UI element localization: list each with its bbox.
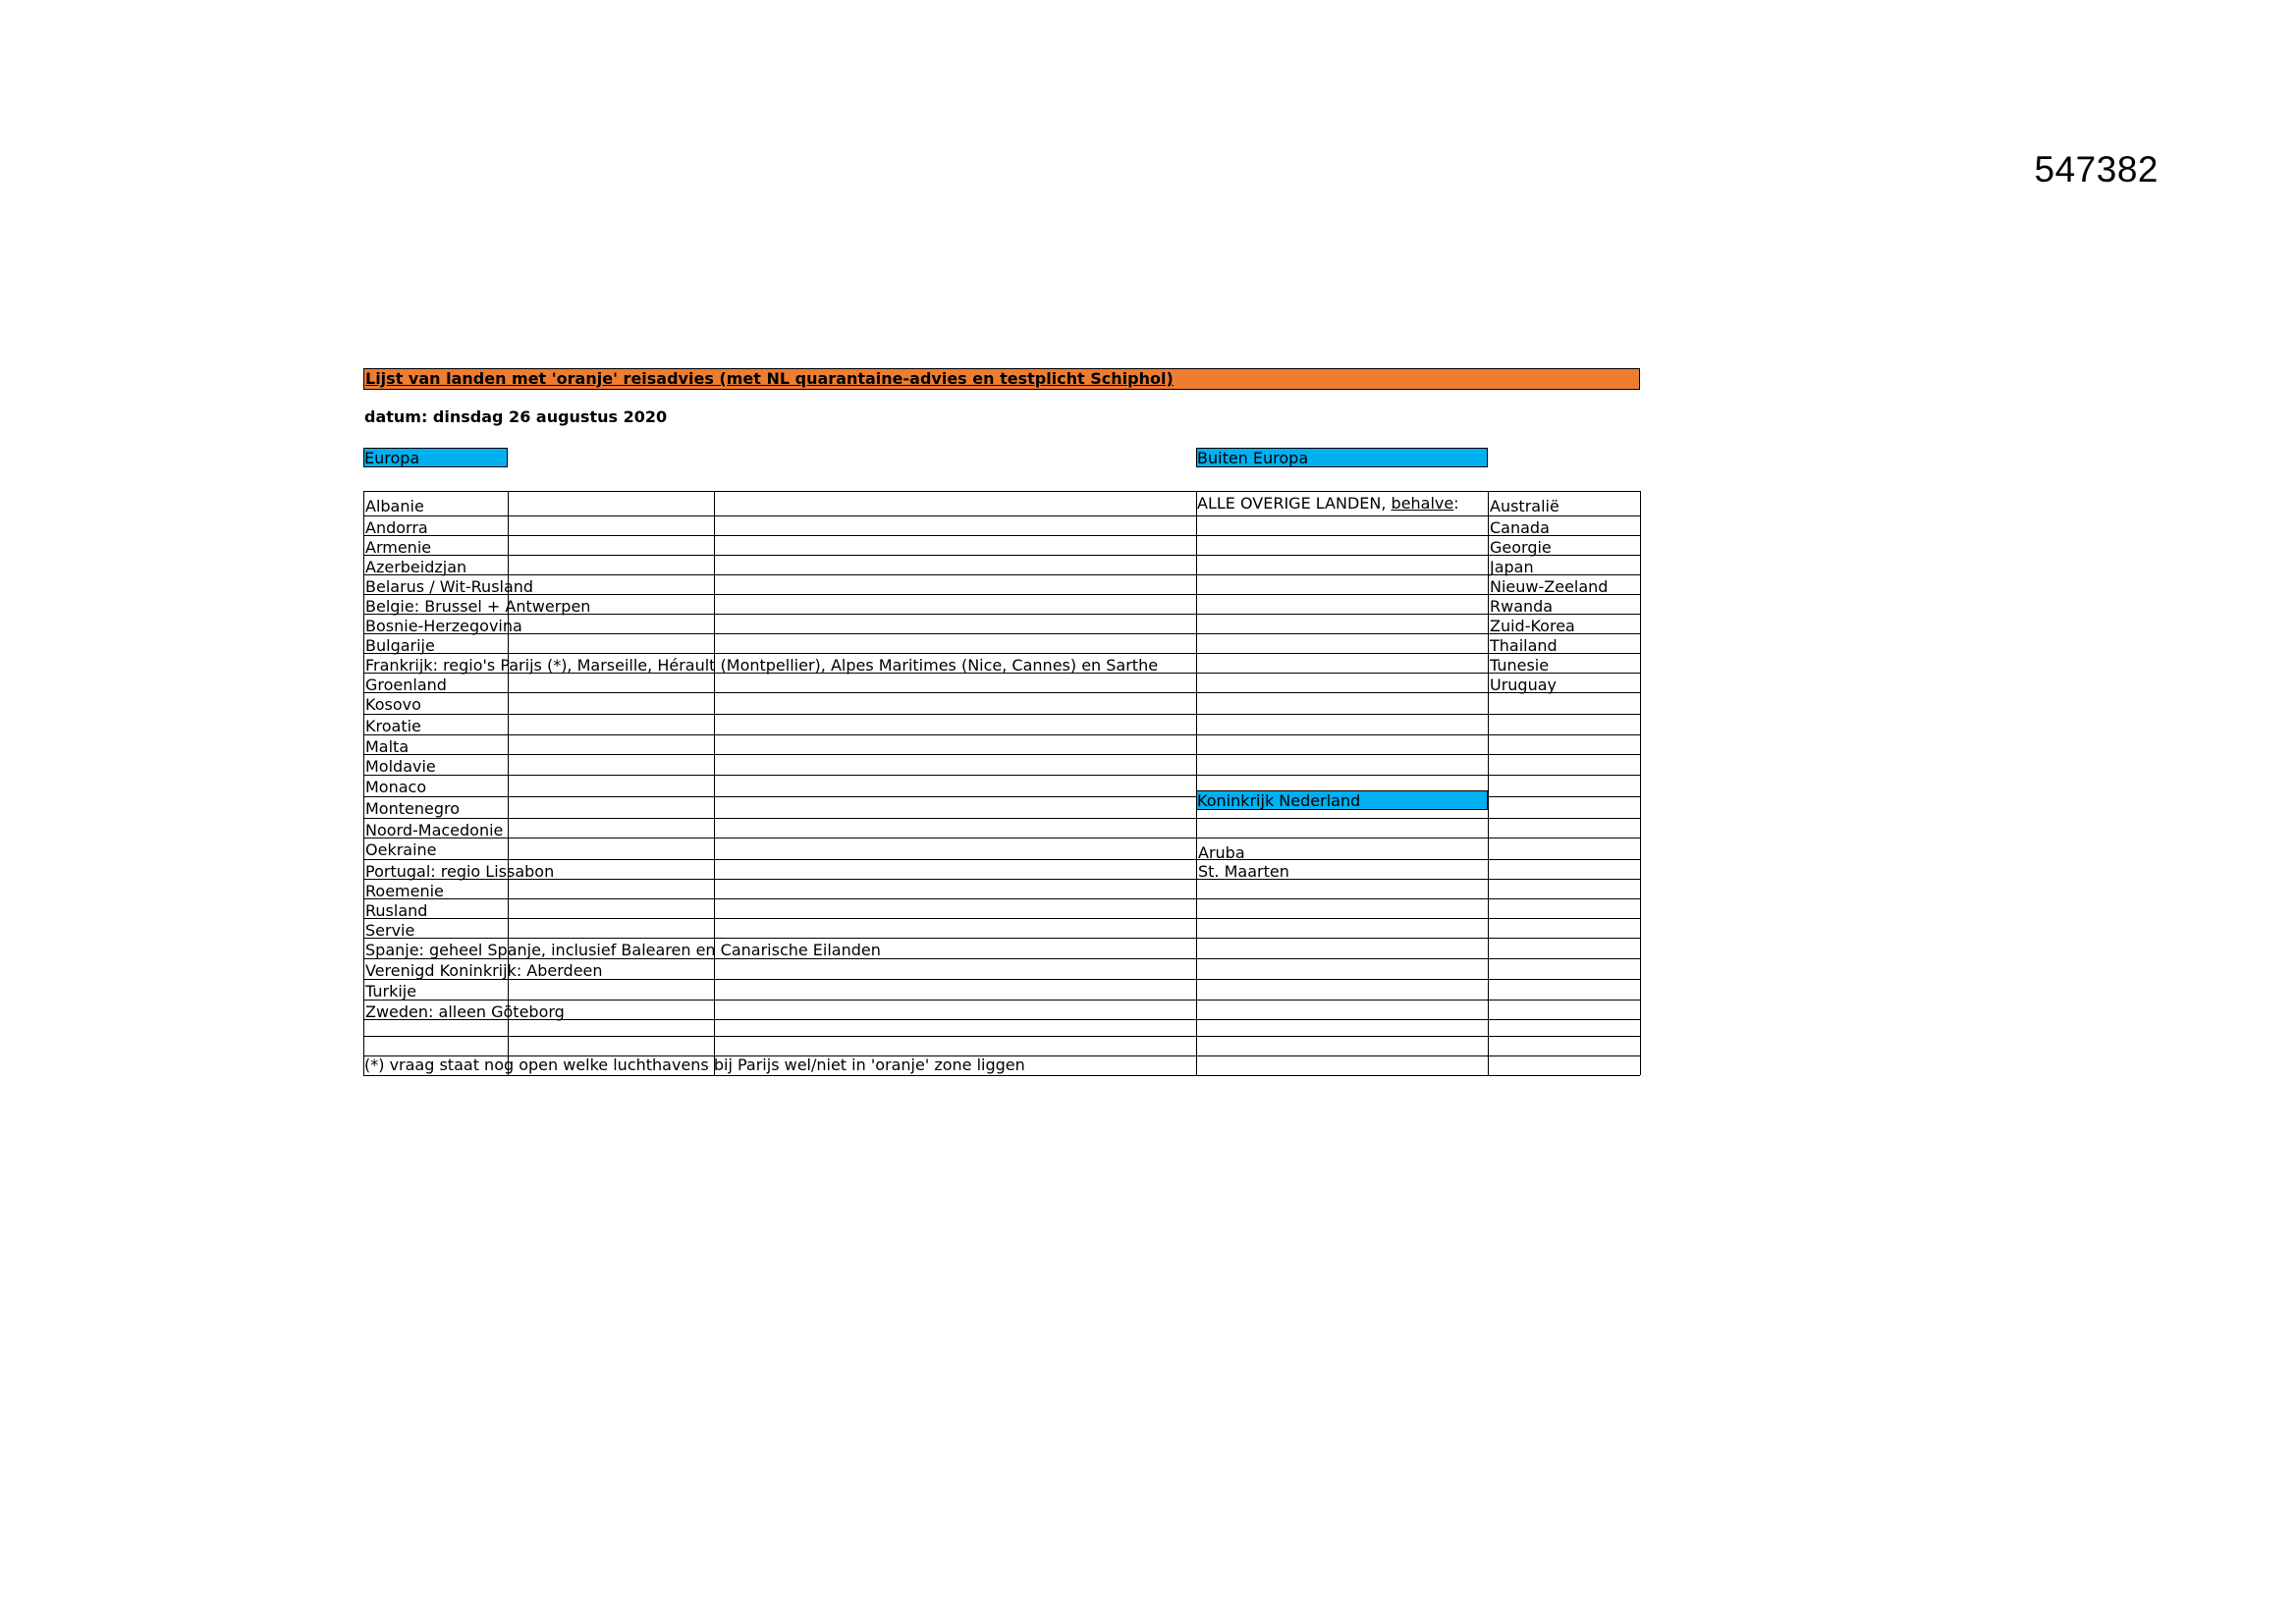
europa-country: Noord-Macedonie: [365, 821, 504, 839]
grid-line: [714, 491, 715, 1075]
koninkrijk-item: Aruba: [1198, 843, 1245, 862]
exception-country: Thailand: [1490, 636, 1558, 655]
europa-country: Roemenie: [365, 882, 444, 900]
europa-country: Andorra: [365, 518, 428, 537]
grid-line: [363, 918, 1640, 919]
exception-country: Nieuw-Zeeland: [1490, 577, 1609, 596]
europa-country: Montenegro: [365, 799, 461, 818]
europa-country: Kosovo: [365, 695, 421, 714]
europa-country: Portugal: regio Lissabon: [365, 862, 555, 881]
buiten-europa-intro: ALLE OVERIGE LANDEN, behalve:: [1197, 494, 1459, 513]
europa-country: Kroatie: [365, 717, 421, 735]
grid-line: [363, 734, 1640, 735]
grid-line: [363, 938, 1640, 939]
europa-country: Belgie: Brussel + Antwerpen: [365, 597, 591, 616]
europa-country: Bosnie-Herzegovina: [365, 617, 522, 635]
grid-line: [363, 653, 1640, 654]
grid-line: [363, 859, 1640, 860]
grid-line: [363, 1036, 1640, 1037]
europa-country: Albanie: [365, 497, 424, 515]
exception-country: Japan: [1490, 558, 1534, 576]
europa-country: Spanje: geheel Spanje, inclusief Balearen en Canarische Eilanden: [365, 941, 881, 959]
title-bar: [363, 368, 1640, 390]
europa-country: Azerbeidzjan: [365, 558, 467, 576]
europa-country: Malta: [365, 737, 410, 756]
europa-country: Servie: [365, 921, 415, 940]
europa-country: Armenie: [365, 538, 432, 557]
europa-country: Moldavie: [365, 757, 436, 776]
grid-line: [363, 555, 1640, 556]
europa-country: Belarus / Wit-Rusland: [365, 577, 534, 596]
grid-line: [363, 594, 1640, 595]
footnote: (*) vraag staat nog open welke luchthavens bij Parijs wel/niet in 'oranje' zone liggen: [364, 1055, 1025, 1074]
grid-line: [363, 838, 1640, 839]
europa-header: Europa: [363, 448, 508, 467]
grid-line: [1640, 491, 1641, 1075]
exception-country: Zuid-Korea: [1490, 617, 1575, 635]
document-number: 547382: [2034, 149, 2159, 189]
grid-line: [363, 879, 1640, 880]
europa-country: Zweden: alleen Göteborg: [365, 1002, 565, 1021]
grid-line: [363, 491, 1640, 492]
grid-line: [363, 515, 1640, 516]
grid-line: [363, 1075, 1640, 1076]
grid-line: [1196, 491, 1197, 1075]
grid-line: [363, 574, 1640, 575]
exception-country: Australië: [1490, 497, 1559, 515]
koninkrijk-header: Koninkrijk Nederland: [1196, 790, 1488, 810]
exception-country: Georgie: [1490, 538, 1552, 557]
europa-country: Groenland: [365, 676, 447, 694]
exception-country: Canada: [1490, 518, 1550, 537]
grid-line: [363, 633, 1640, 634]
europa-country: Bulgarije: [365, 636, 435, 655]
europa-country: Verenigd Koninkrijk: Aberdeen: [365, 961, 603, 980]
grid-line: [363, 714, 1640, 715]
exception-country: Uruguay: [1490, 676, 1557, 694]
exception-country: Tunesie: [1490, 656, 1550, 675]
koninkrijk-item: St. Maarten: [1198, 862, 1289, 881]
grid-line: [363, 898, 1640, 899]
buiten-europa-header: Buiten Europa: [1196, 448, 1488, 467]
grid-line: [363, 754, 1640, 755]
spreadsheet-area: [363, 368, 1640, 1075]
europa-country: Turkije: [365, 982, 417, 1001]
europa-country: Monaco: [365, 778, 427, 796]
grid-line: [363, 775, 1640, 776]
europa-country: Rusland: [365, 901, 428, 920]
exception-country: Rwanda: [1490, 597, 1554, 616]
grid-line: [363, 535, 1640, 536]
date-line: datum: dinsdag 26 augustus 2020: [364, 407, 668, 426]
grid-line: [363, 1000, 1640, 1001]
grid-line: [363, 818, 1640, 819]
europa-country: Frankrijk: regio's Parijs (*), Marseille, Hérault (Montpellier), Alpes Maritimes (Nice, Cannes) en Sarthe: [365, 656, 1159, 675]
sheet-title: Lijst van landen met 'oranje' reisadvies (met NL quarantaine-advies en testplicht Schiphol): [365, 369, 1174, 388]
europa-country: Oekraine: [365, 840, 437, 859]
grid-line: [363, 692, 1640, 693]
